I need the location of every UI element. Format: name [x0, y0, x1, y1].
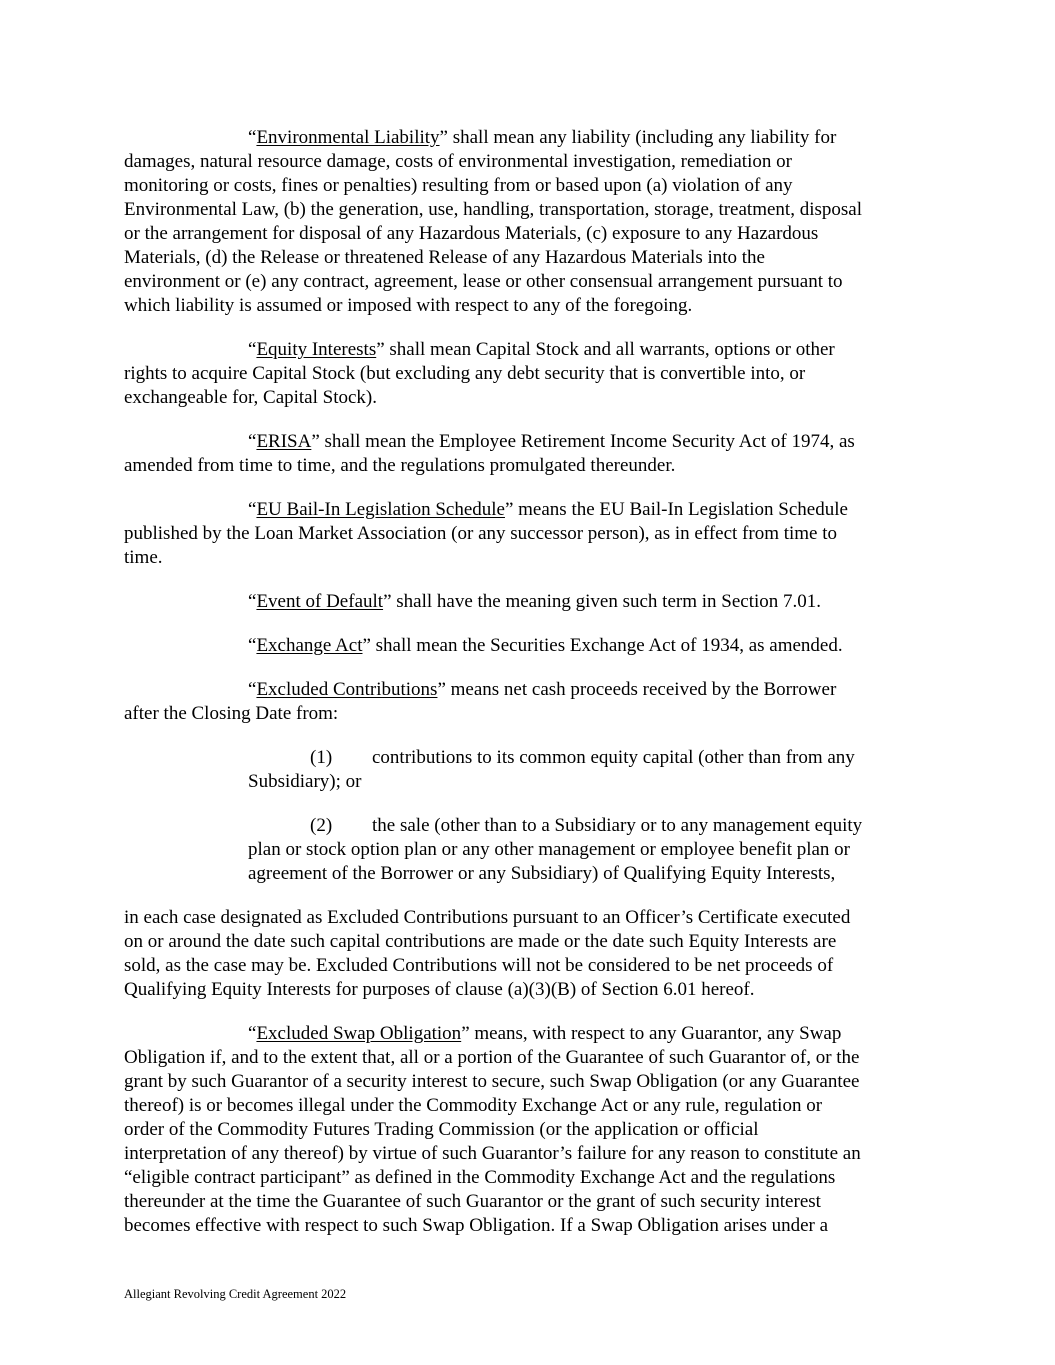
defined-term: EU Bail-In Legislation Schedule: [256, 499, 505, 520]
text-line: grant by such Guarantor of a security interest to secure, such Swap Obligation (or any Guarantee: [124, 1071, 860, 1092]
text-line: damages, natural resource damage, costs of environmental investigation, remediation or: [124, 151, 792, 172]
list-item: [124, 814, 944, 886]
paragraph-first-line: [124, 1022, 944, 1046]
paragraph-first-line: [124, 634, 944, 658]
defined-term: Equity Interests: [256, 339, 377, 360]
text-line: Materials, (d) the Release or threatened Release of any Hazardous Materials into the: [124, 247, 765, 268]
definition-text: ” means, with respect to any Guarantor, any Swap: [461, 1023, 842, 1044]
list-item-number: (1): [310, 747, 333, 768]
open-quote: “: [248, 1023, 257, 1044]
definition-paragraph: [124, 498, 944, 570]
definition-paragraph: [124, 338, 944, 410]
text-line: Qualifying Equity Interests for purposes of clause (a)(3)(B) of Section 6.01 hereof.: [124, 979, 755, 1000]
defined-term: Exchange Act: [256, 635, 363, 656]
text-line: after the Closing Date from:: [124, 703, 339, 724]
definition-paragraph: [124, 126, 944, 318]
definition-text: ” means the EU Bail-In Legislation Schedule: [504, 499, 848, 520]
paragraph-first-line: [124, 678, 944, 702]
text-line: thereunder at the time the Guarantee of such Guarantor or the grant of such security interest: [124, 1191, 821, 1212]
definition-text: ” shall mean the Employee Retirement Income Security Act of 1974, as: [311, 431, 855, 452]
text-line: in each case designated as Excluded Contributions pursuant to an Officer’s Certificate executed: [124, 907, 851, 928]
defined-term: Environmental Liability: [256, 127, 440, 148]
definition-paragraph: [124, 678, 944, 726]
text-line: becomes effective with respect to such Swap Obligation. If a Swap Obligation arises under a: [124, 1215, 829, 1236]
text-line: Subsidiary); or: [248, 771, 362, 792]
definition-text: ” shall mean the Securities Exchange Act of 1934, as amended.: [362, 635, 843, 656]
defined-term: ERISA: [256, 431, 312, 452]
paragraph: [124, 906, 944, 1002]
text-line: amended from time to time, and the regulations promulgated thereunder.: [124, 455, 676, 476]
defined-term: Event of Default: [256, 591, 384, 612]
text-line: monitoring or costs, fines or penalties) resulting from or based upon (a) violation of any: [124, 175, 793, 196]
paragraph-first-line: [124, 338, 944, 362]
text-line: which liability is assumed or imposed with respect to any of the foregoing.: [124, 295, 693, 316]
text-line: or the arrangement for disposal of any Hazardous Materials, (c) exposure to any Hazardous: [124, 223, 819, 244]
text-line: “eligible contract participant” as defined in the Commodity Exchange Act and the regulations: [124, 1167, 836, 1188]
text-line: exchangeable for, Capital Stock).: [124, 387, 378, 408]
open-quote: “: [248, 499, 257, 520]
text-line: published by the Loan Market Association (or any successor person), as in effect from time to: [124, 523, 838, 544]
open-quote: “: [248, 339, 257, 360]
text-line: sold, as the case may be. Excluded Contributions will not be considered to be net proceeds of: [124, 955, 834, 976]
paragraph-first-line: [124, 430, 944, 454]
definition-paragraph: [124, 590, 944, 614]
list-item-number: (2): [310, 815, 333, 836]
definition-paragraph: [124, 634, 944, 658]
text-line: agreement of the Borrower or any Subsidiary) of Qualifying Equity Interests,: [248, 863, 836, 884]
list-item-first-line: [124, 814, 944, 838]
open-quote: “: [248, 679, 257, 700]
definition-text: ” shall mean Capital Stock and all warrants, options or other: [376, 339, 835, 360]
page-footer: Allegiant Revolving Credit Agreement 2022: [124, 1287, 347, 1301]
list-item-text: contributions to its common equity capital (other than from any: [372, 747, 855, 768]
list-item-first-line: [124, 746, 944, 770]
open-quote: “: [248, 591, 257, 612]
text-line: on or around the date such capital contributions are made or the date such Equity Interests are: [124, 931, 837, 952]
defined-term: Excluded Swap Obligation: [256, 1023, 462, 1044]
list-item-text: the sale (other than to a Subsidiary or to any management equity: [372, 815, 863, 836]
open-quote: “: [248, 635, 257, 656]
definition-paragraph: [124, 430, 944, 478]
open-quote: “: [248, 127, 257, 148]
document-body: [124, 126, 944, 1258]
text-line: environment or (e) any contract, agreement, lease or other consensual arrangement pursuant to: [124, 271, 843, 292]
definition-paragraph: [124, 1022, 944, 1238]
text-line: plan or stock option plan or any other management or employee benefit plan or: [248, 839, 851, 860]
defined-term: Excluded Contributions: [256, 679, 438, 700]
paragraph-first-line: [124, 126, 944, 150]
open-quote: “: [248, 431, 257, 452]
text-line: time.: [124, 547, 163, 568]
text-line: thereof) is or becomes illegal under the Commodity Exchange Act or any rule, regulation or: [124, 1095, 823, 1116]
list-item: [124, 746, 944, 794]
definition-text: ” means net cash proceeds received by the Borrower: [437, 679, 837, 700]
definition-text: ” shall mean any liability (including any liability for: [439, 127, 837, 148]
text-line: Environmental Law, (b) the generation, use, handling, transportation, storage, treatment, disposal: [124, 199, 862, 220]
text-line: interpretation of any thereof) by virtue of such Guarantor’s failure for any reason to constitute an: [124, 1143, 861, 1164]
paragraph-first-line: [124, 498, 944, 522]
paragraph-first-line: [124, 590, 944, 614]
definition-text: ” shall have the meaning given such term in Section 7.01.: [383, 591, 822, 612]
text-line: Obligation if, and to the extent that, all or a portion of the Guarantee of such Guarantor of, or the: [124, 1047, 860, 1068]
text-line: order of the Commodity Futures Trading Commission (or the application or official: [124, 1119, 759, 1140]
text-line: rights to acquire Capital Stock (but excluding any debt security that is convertible into, or: [124, 363, 806, 384]
